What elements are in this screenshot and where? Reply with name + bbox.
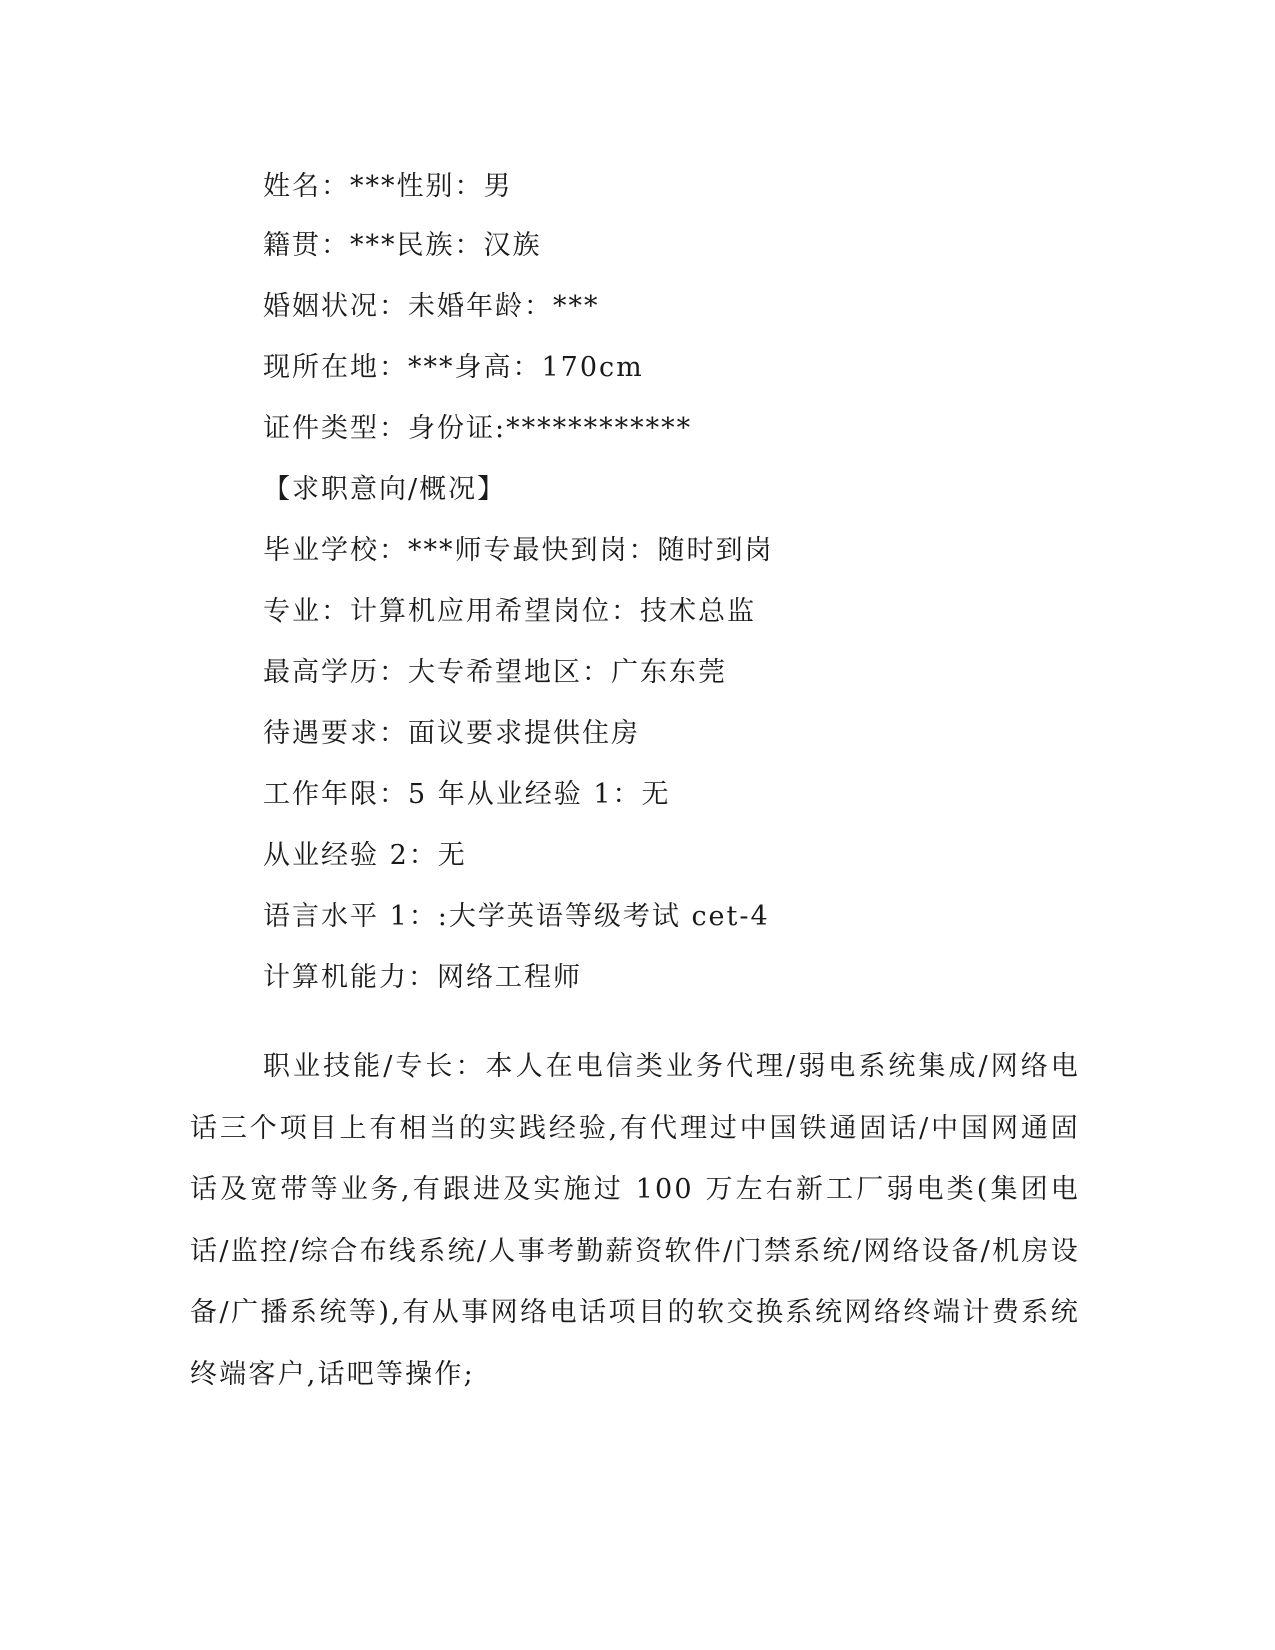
field-native-place-ethnicity: 籍贯：***民族：汉族 [263, 230, 542, 261]
skills-paragraph: 职业技能/专长：本人在电信类业务代理/弱电系统集成/网络电话三个项目上有相当的实践经验,有代理过中国铁通固话/中国网通固话及宽带等业务,有跟进及实施过 100 万左右新工厂弱电类(集团电话/监控/综合布线系统/人事考勤薪资软件/门禁系统/网络设备/机房设备/广播系统等),有从事网络电话项目的软交换系统网络终端计费系统终端客户,话吧等操作; [190, 1051, 1080, 1390]
field-computer-skill: 计算机能力：网络工程师 [263, 962, 582, 993]
field-work-years-experience1: 工作年限：5 年从业经验 1：无 [263, 779, 671, 810]
field-marital-age: 婚姻状况：未婚年龄：*** [263, 291, 600, 322]
field-experience2: 从业经验 2：无 [263, 840, 467, 871]
field-school-availability: 毕业学校：***师专最快到岗：随时到岗 [263, 535, 774, 566]
field-name-gender: 姓名：***性别：男 [263, 171, 513, 202]
field-location-height: 现所在地：***身高：170cm [263, 352, 644, 383]
field-education-region: 最高学历：大专希望地区：广东东莞 [263, 657, 727, 688]
field-salary-requirements: 待遇要求：面议要求提供住房 [263, 718, 640, 749]
field-major-position: 专业：计算机应用希望岗位：技术总监 [263, 596, 756, 627]
field-language-level: 语言水平 1：:大学英语等级考试 cet-4 [263, 901, 770, 932]
field-id-type: 证件类型：身份证:************ [263, 413, 693, 444]
section-heading-job-intention: 【求职意向/概况】 [263, 474, 507, 505]
